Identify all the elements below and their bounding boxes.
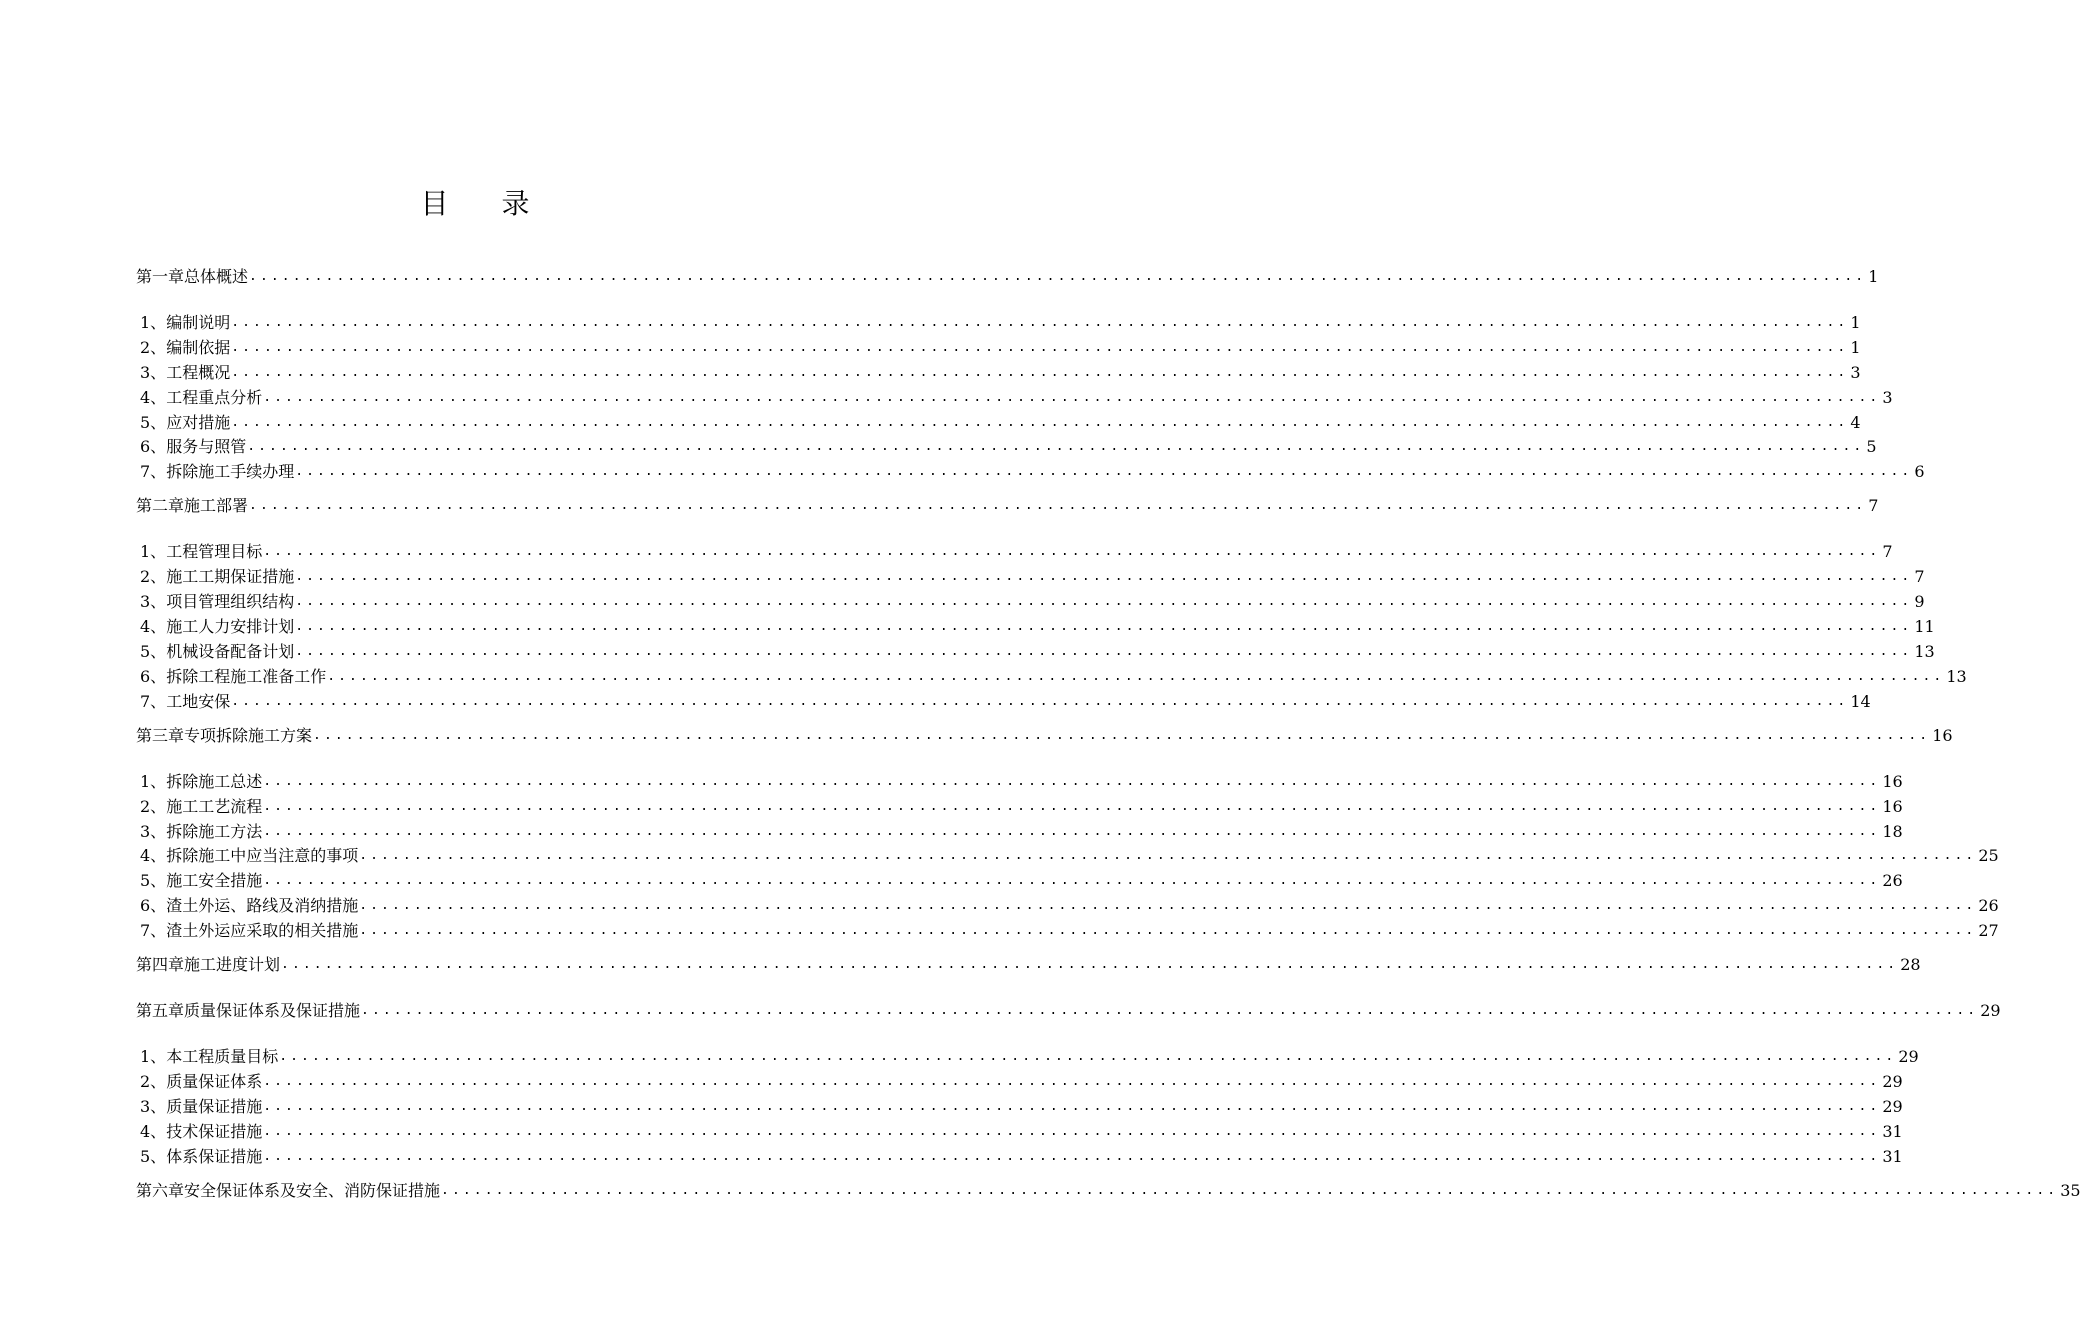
toc-entry-number: 4、 bbox=[140, 1122, 167, 1141]
toc-entry-number: 4、 bbox=[140, 388, 167, 407]
toc-entry-number: 1、 bbox=[140, 1047, 167, 1066]
toc-entry-label: 项目管理组织结构 bbox=[166, 592, 295, 611]
toc-entry-label: 拆除工程施工准备工作 bbox=[166, 667, 327, 686]
toc-entry-label: 服务与照管 bbox=[166, 437, 247, 456]
toc-entry-number: 第五章 bbox=[136, 1001, 185, 1020]
toc-dot-leader: .................................................................................................................................................... bbox=[359, 848, 1977, 863]
toc-section-entry[interactable] bbox=[136, 591, 1925, 613]
toc-entry-number: 第四章 bbox=[136, 955, 185, 974]
toc-section-entry[interactable] bbox=[136, 641, 1935, 663]
toc-section-entry[interactable] bbox=[136, 666, 1967, 688]
toc-dot-leader: .................................................................................................................................................... bbox=[361, 1003, 1979, 1018]
toc-entry-label: 拆除施工中应当注意的事项 bbox=[166, 846, 359, 865]
toc-entry-number: 3、 bbox=[140, 363, 167, 382]
toc-dot-leader: .................................................................................................................................................... bbox=[231, 694, 1849, 709]
toc-entry-number: 6、 bbox=[140, 437, 167, 456]
toc-entry-number: 4、 bbox=[140, 846, 167, 865]
toc-section-entry[interactable] bbox=[136, 541, 1893, 563]
toc-section-entry[interactable] bbox=[136, 895, 1999, 917]
toc-entry-number: 2、 bbox=[140, 338, 167, 357]
toc-entry-number: 2、 bbox=[140, 797, 167, 816]
toc-page-number: 5 bbox=[1866, 437, 1877, 456]
toc-entry-number: 4、 bbox=[140, 617, 167, 636]
toc-page-number: 29 bbox=[1980, 1001, 2001, 1020]
toc-dot-leader: .................................................................................................................................................... bbox=[295, 644, 1913, 659]
toc-entry-label: 施工部署 bbox=[184, 496, 249, 515]
toc-dot-leader: .................................................................................................................................................... bbox=[263, 1124, 1881, 1139]
toc-section-entry[interactable] bbox=[136, 1121, 1903, 1143]
toc-dot-leader: .................................................................................................................................................... bbox=[263, 824, 1881, 839]
toc-entry-label: 工程概况 bbox=[166, 363, 231, 382]
toc-page-number: 1 bbox=[1850, 338, 1861, 357]
page-title: 目 录 bbox=[420, 187, 552, 220]
toc-page-number: 3 bbox=[1850, 363, 1861, 382]
toc-dot-leader: .................................................................................................................................................... bbox=[279, 1049, 1897, 1064]
toc-dot-leader: .................................................................................................................................................... bbox=[263, 1074, 1881, 1089]
toc-section-entry[interactable] bbox=[136, 461, 1925, 483]
toc-entry-label: 工程重点分析 bbox=[166, 388, 263, 407]
toc-entry-number: 7、 bbox=[140, 921, 167, 940]
toc-entry-number: 3、 bbox=[140, 592, 167, 611]
toc-dot-leader: .................................................................................................................................................... bbox=[263, 1099, 1881, 1114]
toc-entry-label: 质量保证措施 bbox=[166, 1097, 263, 1116]
toc-section-entry[interactable] bbox=[136, 362, 1861, 384]
toc-entry-number: 7、 bbox=[140, 692, 167, 711]
toc-section-entry[interactable] bbox=[136, 821, 1903, 843]
toc-entry-label: 施工安全措施 bbox=[166, 871, 263, 890]
toc-section-entry[interactable] bbox=[136, 1096, 1903, 1118]
toc-page-number: 11 bbox=[1914, 617, 1935, 636]
toc-dot-leader: .................................................................................................................................................... bbox=[295, 619, 1913, 634]
toc-dot-leader: .................................................................................................................................................... bbox=[231, 340, 1849, 355]
toc-entry-label: 工地安保 bbox=[166, 692, 231, 711]
toc-page-number: 6 bbox=[1914, 462, 1925, 481]
toc-dot-leader: .................................................................................................................................................... bbox=[313, 728, 1931, 743]
toc-page-number: 29 bbox=[1898, 1047, 1919, 1066]
toc-dot-leader: .................................................................................................................................................... bbox=[295, 569, 1913, 584]
toc-entry-number: 7、 bbox=[140, 462, 167, 481]
toc-page-number: 1 bbox=[1868, 267, 1879, 286]
toc-section-entry[interactable] bbox=[136, 387, 1893, 409]
toc-section-entry[interactable] bbox=[136, 691, 1871, 713]
toc-dot-leader: .................................................................................................................................................... bbox=[263, 1149, 1881, 1164]
toc-entry-label: 质量保证体系及保证措施 bbox=[184, 1001, 361, 1020]
toc-section-entry[interactable] bbox=[136, 566, 1925, 588]
toc-page-number: 9 bbox=[1914, 592, 1925, 611]
toc-section-entry[interactable] bbox=[136, 1071, 1903, 1093]
toc-page-number: 31 bbox=[1882, 1147, 1903, 1166]
toc-entry-label: 编制依据 bbox=[166, 338, 231, 357]
toc-section-entry[interactable] bbox=[136, 436, 1877, 458]
toc-page-number: 4 bbox=[1850, 413, 1861, 432]
toc-chapter-entry[interactable] bbox=[136, 266, 1879, 288]
toc-dot-leader: .................................................................................................................................................... bbox=[231, 315, 1849, 330]
toc-entry-number: 2、 bbox=[140, 1072, 167, 1091]
toc-page-number: 7 bbox=[1914, 567, 1925, 586]
toc-entry-number: 第二章 bbox=[136, 496, 185, 515]
toc-entry-label: 施工工期保证措施 bbox=[166, 567, 295, 586]
toc-page-number: 7 bbox=[1882, 542, 1893, 561]
toc-page-number: 16 bbox=[1882, 797, 1903, 816]
toc-entry-label: 专项拆除施工方案 bbox=[184, 726, 313, 745]
toc-page-number: 7 bbox=[1868, 496, 1879, 515]
toc-page-number: 25 bbox=[1978, 846, 1999, 865]
toc-entry-number: 3、 bbox=[140, 1097, 167, 1116]
toc-entry-number: 6、 bbox=[140, 896, 167, 915]
toc-entry-label: 质量保证体系 bbox=[166, 1072, 263, 1091]
toc-chapter-entry[interactable] bbox=[136, 495, 1879, 517]
toc-page-number: 35 bbox=[2060, 1181, 2081, 1200]
toc-dot-leader: .................................................................................................................................................... bbox=[281, 957, 1899, 972]
toc-chapter-entry[interactable] bbox=[136, 1180, 2081, 1202]
toc-page-number: 29 bbox=[1882, 1072, 1903, 1091]
toc-dot-leader: .................................................................................................................................................... bbox=[295, 464, 1913, 479]
toc-entry-label: 总体概述 bbox=[184, 267, 249, 286]
toc-section-entry[interactable] bbox=[136, 337, 1861, 359]
toc-entry-label: 工程管理目标 bbox=[166, 542, 263, 561]
toc-entry-label: 施工人力安排计划 bbox=[166, 617, 295, 636]
toc-page-number: 1 bbox=[1850, 313, 1861, 332]
toc-dot-leader: .................................................................................................................................................... bbox=[263, 390, 1881, 405]
toc-entry-number: 第三章 bbox=[136, 726, 185, 745]
toc-dot-leader: .................................................................................................................................................... bbox=[231, 365, 1849, 380]
toc-entry-number: 5、 bbox=[140, 642, 167, 661]
toc-dot-leader: .................................................................................................................................................... bbox=[263, 799, 1881, 814]
toc-section-entry[interactable] bbox=[136, 870, 1903, 892]
toc-dot-leader: .................................................................................................................................................... bbox=[263, 774, 1881, 789]
toc-entry-label: 拆除施工总述 bbox=[166, 772, 263, 791]
toc-entry-number: 3、 bbox=[140, 822, 167, 841]
toc-dot-leader: .................................................................................................................................................... bbox=[359, 898, 1977, 913]
toc-entry-number: 6、 bbox=[140, 667, 167, 686]
toc-entry-number: 5、 bbox=[140, 871, 167, 890]
toc-entry-label: 本工程质量目标 bbox=[166, 1047, 279, 1066]
toc-section-entry[interactable] bbox=[136, 312, 1861, 334]
toc-page-number: 16 bbox=[1932, 726, 1953, 745]
toc-entry-label: 编制说明 bbox=[166, 313, 231, 332]
toc-page-number: 28 bbox=[1900, 955, 1921, 974]
toc-entry-label: 拆除施工方法 bbox=[166, 822, 263, 841]
toc-page-number: 18 bbox=[1882, 822, 1903, 841]
toc-entry-number: 1、 bbox=[140, 542, 167, 561]
toc-chapter-entry[interactable] bbox=[136, 954, 1921, 976]
toc-page-number: 16 bbox=[1882, 772, 1903, 791]
toc-section-entry[interactable] bbox=[136, 1046, 1919, 1068]
toc-page-number: 13 bbox=[1914, 642, 1935, 661]
toc-page-number: 31 bbox=[1882, 1122, 1903, 1141]
toc-entry-number: 第一章 bbox=[136, 267, 185, 286]
toc-dot-leader: .................................................................................................................................................... bbox=[263, 544, 1881, 559]
toc-entry-number: 5、 bbox=[140, 1147, 167, 1166]
toc-section-entry[interactable] bbox=[136, 845, 1999, 867]
toc-dot-leader: .................................................................................................................................................... bbox=[263, 873, 1881, 888]
toc-dot-leader: .................................................................................................................................................... bbox=[247, 439, 1865, 454]
toc-dot-leader: .................................................................................................................................................... bbox=[327, 669, 1945, 684]
toc-entry-number: 第六章 bbox=[136, 1181, 185, 1200]
toc-page-number: 26 bbox=[1978, 896, 1999, 915]
toc-section-entry[interactable] bbox=[136, 616, 1935, 638]
toc-entry-label: 应对措施 bbox=[166, 413, 231, 432]
toc-page-number: 13 bbox=[1946, 667, 1967, 686]
toc-entry-label: 施工工艺流程 bbox=[166, 797, 263, 816]
toc-page-number: 3 bbox=[1882, 388, 1893, 407]
toc-entry-label: 渣土外运应采取的相关措施 bbox=[166, 921, 359, 940]
toc-section-entry[interactable] bbox=[136, 796, 1903, 818]
toc-entry-label: 渣土外运、路线及消纳措施 bbox=[166, 896, 359, 915]
toc-entry-label: 施工进度计划 bbox=[184, 955, 281, 974]
toc-dot-leader: .................................................................................................................................................... bbox=[249, 498, 1867, 513]
toc-page-number: 26 bbox=[1882, 871, 1903, 890]
toc-page-number: 27 bbox=[1978, 921, 1999, 940]
toc-entry-number: 1、 bbox=[140, 772, 167, 791]
toc-entry-label: 技术保证措施 bbox=[166, 1122, 263, 1141]
toc-dot-leader: .................................................................................................................................................... bbox=[295, 594, 1913, 609]
toc-chapter-entry[interactable] bbox=[136, 1000, 2001, 1022]
toc-page-number: 29 bbox=[1882, 1097, 1903, 1116]
toc-dot-leader: .................................................................................................................................................... bbox=[359, 923, 1977, 938]
toc-entry-label: 安全保证体系及安全、消防保证措施 bbox=[184, 1181, 441, 1200]
toc-section-entry[interactable] bbox=[136, 920, 1999, 942]
toc-section-entry[interactable] bbox=[136, 1146, 1903, 1168]
toc-section-entry[interactable] bbox=[136, 412, 1861, 434]
toc-entry-label: 体系保证措施 bbox=[166, 1147, 263, 1166]
toc-dot-leader: .................................................................................................................................................... bbox=[249, 269, 1867, 284]
toc-entry-number: 5、 bbox=[140, 413, 167, 432]
toc-dot-leader: .................................................................................................................................................... bbox=[441, 1183, 2059, 1198]
toc-entry-number: 2、 bbox=[140, 567, 167, 586]
toc-entry-label: 机械设备配备计划 bbox=[166, 642, 295, 661]
toc-section-entry[interactable] bbox=[136, 771, 1903, 793]
toc-chapter-entry[interactable] bbox=[136, 725, 1953, 747]
toc-dot-leader: .................................................................................................................................................... bbox=[231, 415, 1849, 430]
toc-entry-label: 拆除施工手续办理 bbox=[166, 462, 295, 481]
toc-page-number: 14 bbox=[1850, 692, 1871, 711]
toc-entry-number: 1、 bbox=[140, 313, 167, 332]
